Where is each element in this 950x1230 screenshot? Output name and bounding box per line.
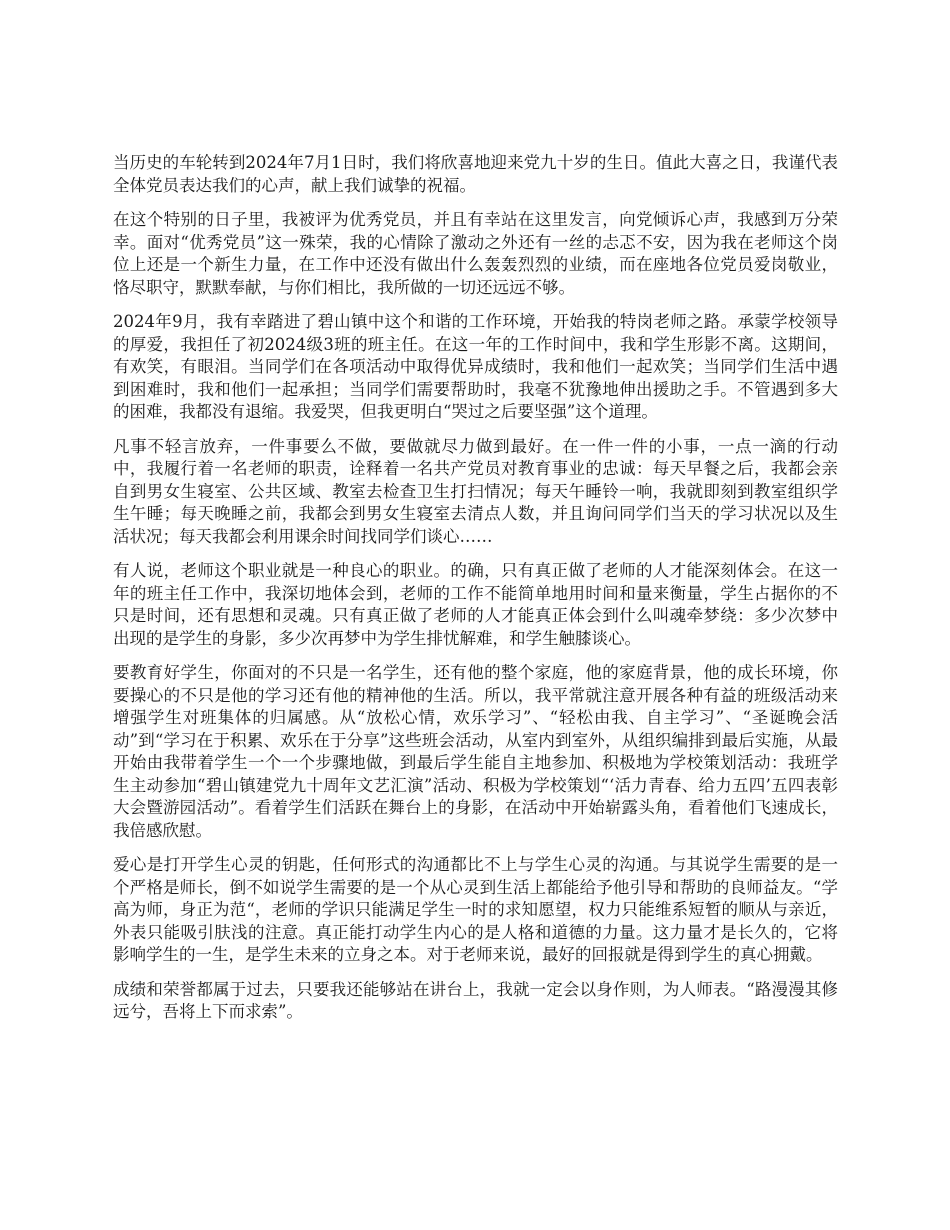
paragraph-3: 2024年9月，我有幸踏进了碧山镇中这个和谐的工作环境，开始我的特岗老师之路。承蒙学校领导的厚爱，我担任了初2024级3班的班主任。在这一年的工作时间中，我和学生形影不离。这期间，有欢笑，有眼泪。当同学们在各项活动中取得优异成绩时，我和他们一起欢笑；当同学们生活中遇到困难时，我和他们一起承担；当同学们需要帮助时，我毫不犹豫地伸出援助之手。不管遇到多大的困难，我都没有退缩。我爱哭，但我更明白“哭过之后要坚强”这个道理。: [113, 312, 838, 421]
paragraph-8: 成绩和荣誉都属于过去，只要我还能够站在讲台上，我就一定会以身作则，为人师表。“路漫漫其修远兮，吾将上下而求索”。: [113, 979, 838, 1021]
paragraph-5: 有人说，老师这个职业就是一种良心的职业。的确，只有真正做了老师的人才能深刻体会。在这一年的班主任工作中，我深切地体会到，老师的工作不能简单地用时间和量来衡量，学生占据你的不只是时间，还有思想和灵魂。只有真正做了老师的人才能真正体会到什么叫魂牵梦绕：多少次梦中出现的是学生的身影，多少次再梦中为学生排忧解难，和学生触膝谈心。: [113, 561, 838, 648]
paragraph-2: 在这个特别的日子里，我被评为优秀党员，并且有幸站在这里发言，向党倾诉心声，我感到万分荣幸。面对“优秀党员”这一殊荣，我的心情除了激动之外还有一丝的忐忑不安，因为我在老师这个岗位上还是一个新生力量，在工作中还没有做出什么轰轰烈烈的业绩，而在座地各位党员爱岗敬业，恪尽职守，默默奉献，与你们相比，我所做的一切还远远不够。: [113, 210, 838, 297]
paragraph-1: 当历史的车轮转到2024年7月1日时，我们将欣喜地迎来党九十岁的生日。值此大喜之日，我谨代表全体党员表达我们的心声，献上我们诚挚的祝福。: [113, 153, 838, 195]
paragraph-7: 爱心是打开学生心灵的钥匙，任何形式的沟通都比不上与学生心灵的沟通。与其说学生需要的是一个严格是师长，倒不如说学生需要的是一个从心灵到生活上都能给予他引导和帮助的良师益友。“学高为师，身正为范“，老师的学识只能满足学生一时的求知愿望，权力只能维系短暂的顺从与亲近，外表只能吸引肤浅的注意。真正能打动学生内心的是人格和道德的力量。这力量才是长久的，它将影响学生的一生，是学生未来的立身之本。对于老师来说，最好的回报就是得到学生的真心拥戴。: [113, 855, 838, 964]
paragraph-4: 凡事不轻言放弃，一件事要么不做，要做就尽力做到最好。在一件一件的小事，一点一滴的行动中，我履行着一名老师的职责，诠释着一名共产党员对教育事业的忠诚：每天早餐之后，我都会亲自到男女生寝室、公共区域、教室去检查卫生打扫情况；每天午睡铃一响，我就即刻到教室组织学生午睡；每天晚睡之前，我都会到男女生寝室去清点人数，并且询问同学们当天的学习状况以及生活状况；每天我都会利用课余时间找同学们谈心……: [113, 436, 838, 546]
paragraph-6: 要教育好学生，你面对的不只是一名学生，还有他的整个家庭，他的家庭背景，他的成长环境，你要操心的不只是他的学习还有他的精神他的生活。所以，我平常就注意开展各种有益的班级活动来增强学生对班集体的归属感。从“放松心情，欢乐学习”、“轻松由我、自主学习”、“圣诞晚会活动”到“学习在于积累、欢乐在于分享”这些班会活动，从室内到室外，从组织编排到最后实施，从最开始由我带着学生一个一个步骤地做，到最后学生能自主地参加、积极地为学校策划活动：我班学生主动参加“碧山镇建党九十周年文艺汇演”活动、积极为学校策划“‘活力青春、给力五四’五四表彰大会暨游园活动”。看着学生们活跃在舞台上的身影，在活动中开始崭露头角，看着他们飞速成长，我倍感欣慰。: [113, 663, 838, 840]
document-body: [113, 152, 838, 1036]
